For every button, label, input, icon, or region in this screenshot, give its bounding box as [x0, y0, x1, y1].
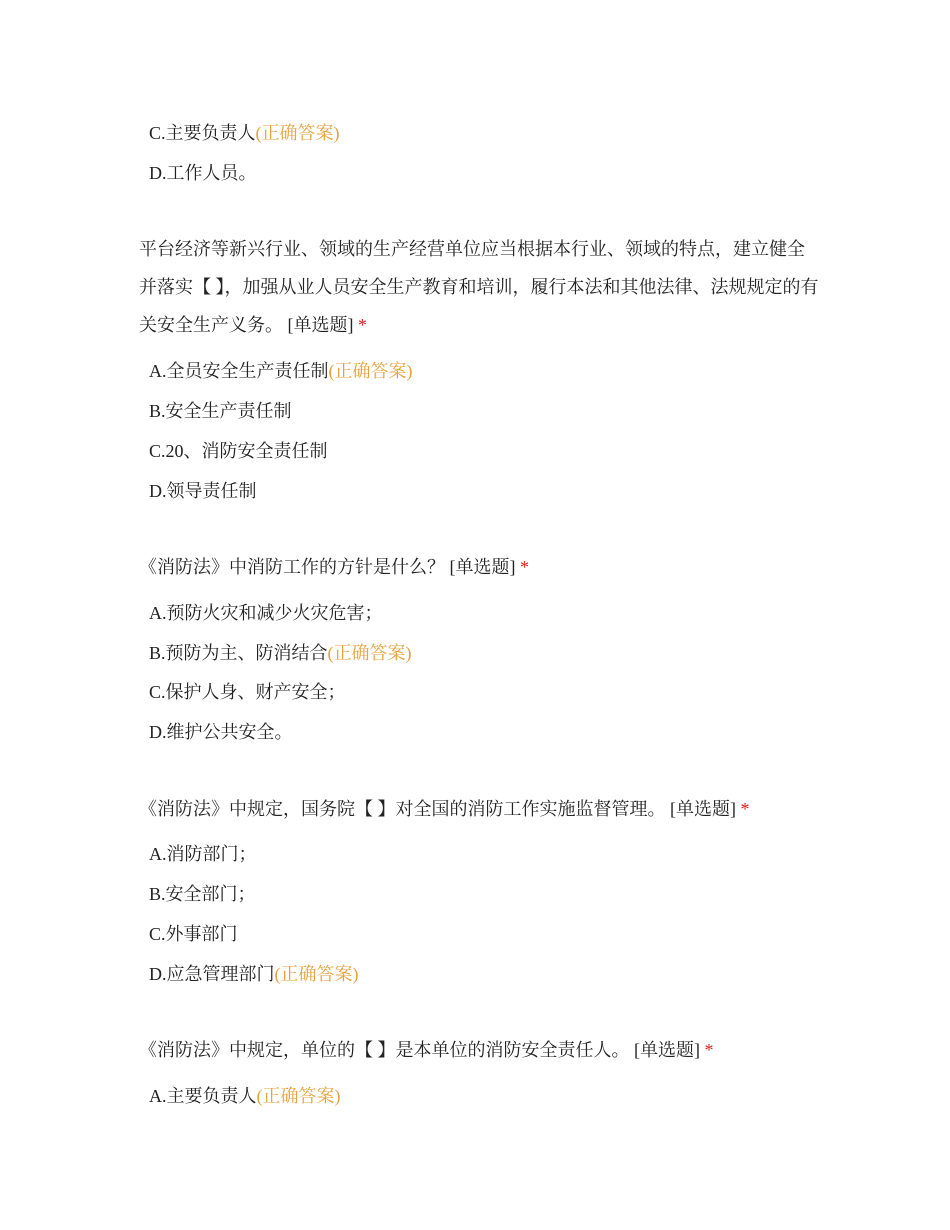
question-type-tag: [单选题] — [634, 1040, 700, 1060]
option-q1-d — [149, 479, 257, 503]
option-q2-b — [149, 641, 412, 665]
correct-answer-label: (正确答案) — [256, 1086, 341, 1106]
option-text: A.全员安全生产责任制 — [149, 361, 329, 381]
required-mark: * — [704, 1040, 714, 1060]
option-q1-a — [149, 359, 413, 383]
option-text: B.安全生产责任制 — [149, 401, 292, 421]
option-q3-c — [149, 922, 238, 946]
option-text: C.外事部门 — [149, 924, 238, 944]
question-4-text — [139, 1031, 819, 1069]
question-stem: 《消防法》中规定，国务院【 】对全国的消防工作实施监督管理。 — [139, 799, 666, 819]
option-text: D.领导责任制 — [149, 481, 257, 501]
option-q0-c — [149, 121, 340, 145]
option-q2-c — [149, 680, 346, 704]
option-q1-b — [149, 399, 292, 423]
question-type-tag: [单选题] — [449, 557, 516, 577]
question-stem: 平台经济等新兴行业、领域的生产经营单位应当根据本行业、领域的特点，建立健全并落实【 】，加强从业人员安全生产教育和培训，履行本法和其他法律、法规规定的有关安全生产义务。 — [139, 239, 819, 335]
correct-answer-label: (正确答案) — [328, 361, 413, 381]
option-text: B.安全部门； — [149, 884, 256, 904]
option-q1-c — [149, 439, 328, 463]
option-q3-d — [149, 962, 359, 986]
question-3-text — [139, 790, 819, 828]
question-stem: 《消防法》中规定，单位的【 】是本单位的消防安全责任人。 — [139, 1040, 630, 1060]
question-1-text — [139, 230, 819, 344]
question-2-text — [139, 548, 819, 586]
correct-answer-label: (正确答案) — [274, 964, 359, 984]
question-stem: 《消防法》中消防工作的方针是什么？ — [139, 557, 445, 577]
option-text: A.消防部门； — [149, 844, 257, 864]
option-q0-d — [149, 161, 257, 185]
option-q3-a — [149, 842, 257, 866]
required-mark: * — [358, 315, 367, 335]
option-q3-b — [149, 882, 256, 906]
option-text: A.预防火灾和减少火灾危害； — [149, 603, 383, 623]
option-q4-a — [149, 1084, 341, 1108]
required-mark: * — [740, 799, 750, 819]
option-text: C.20、消防安全责任制 — [149, 441, 328, 461]
question-type-tag: [单选题] — [287, 315, 354, 335]
option-text: C.主要负责人 — [149, 123, 256, 143]
correct-answer-label: (正确答案) — [255, 123, 340, 143]
option-text: B.预防为主、防消结合 — [149, 643, 328, 663]
option-text: D.维护公共安全。 — [149, 722, 293, 742]
option-text: D.应急管理部门 — [149, 964, 275, 984]
option-q2-d — [149, 720, 293, 744]
option-text: D.工作人员。 — [149, 163, 257, 183]
option-text: C.保护人身、财产安全； — [149, 682, 346, 702]
correct-answer-label: (正确答案) — [327, 643, 412, 663]
option-q2-a — [149, 601, 383, 625]
required-mark: * — [520, 557, 529, 577]
question-type-tag: [单选题] — [670, 799, 736, 819]
option-text: A.主要负责人 — [149, 1086, 257, 1106]
